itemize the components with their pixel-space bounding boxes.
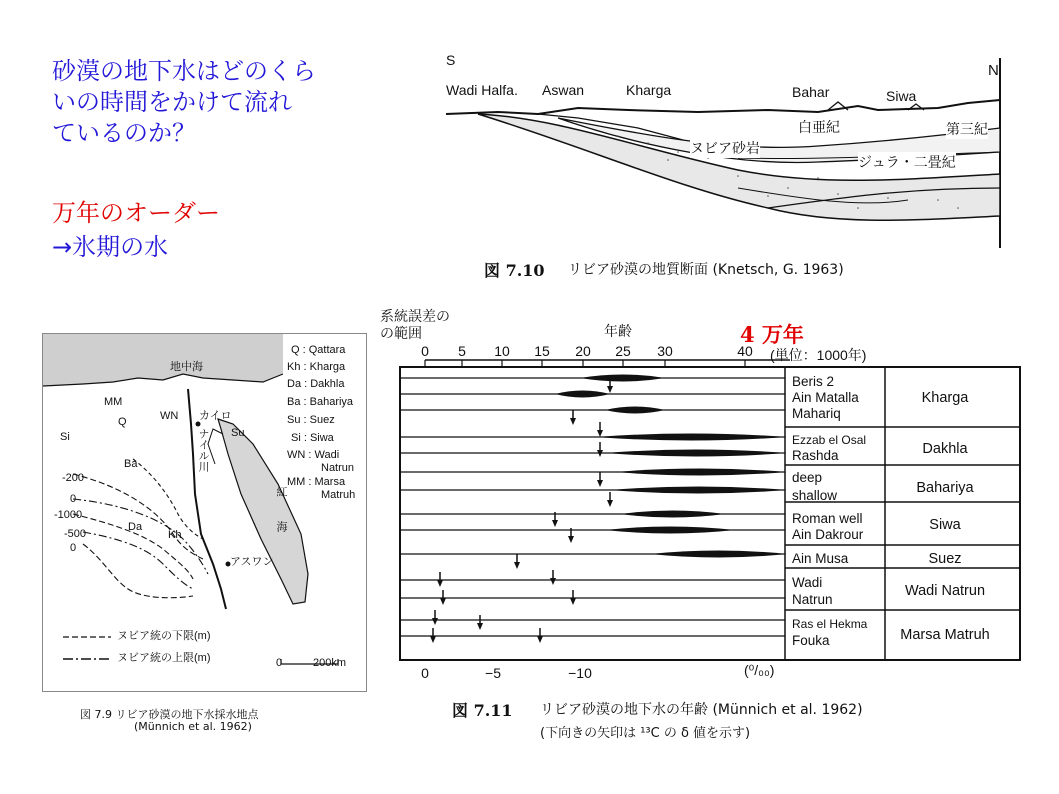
top-tick-label: 40 (737, 343, 753, 359)
delta-arrow-head (440, 598, 446, 605)
bottom-tick-label: −10 (568, 665, 592, 681)
site-ras-el-hekma: Ras el Hekma (792, 617, 868, 631)
map-key-mm-2: Matruh (321, 489, 356, 501)
layer-tertiary: 第三紀 (946, 121, 988, 137)
delta-arrow-head (537, 636, 543, 643)
map-label-cairo: カイロ (199, 410, 232, 422)
layer-nubian: ヌビア砂岩 (690, 140, 760, 156)
age-axis-title: 年齢 (604, 323, 632, 339)
question-line-2: いの時間をかけて流れ (52, 88, 292, 116)
site-mahariq: Mahariq (792, 406, 841, 421)
site-ain-matalla: Ain Matalla (792, 390, 859, 405)
age-highlight: 4 万年 (740, 322, 804, 347)
delta-arrow-head (514, 562, 520, 569)
site-fouka: Fouka (792, 633, 830, 648)
map-scale-km: 200km (313, 657, 347, 669)
group-wadi-natrun: Wadi Natrun (904, 583, 986, 599)
map-key-da: Da : Dakhla (287, 378, 345, 390)
site-beris: Beris 2 (792, 374, 835, 389)
age-range-mark (610, 487, 787, 494)
site-rashda: Rashda (792, 448, 839, 463)
answer-line-2: →氷期の水 (52, 233, 169, 261)
delta-arrow-head (597, 430, 603, 437)
delta-arrow-head (477, 623, 483, 630)
delta-arrow-head (550, 578, 556, 585)
delta-arrow-head (607, 386, 613, 393)
place-bahar: Bahar (792, 84, 830, 100)
delta-arrow-head (552, 520, 558, 527)
age-range-mark (595, 434, 787, 441)
layer-jurassic: ジュラ・二畳紀 (858, 154, 956, 170)
map-label-nile: ナイル川 (197, 428, 209, 472)
bottom-tick-label: 0 (421, 665, 429, 681)
error-range-label-1: 系統誤差の (380, 308, 450, 324)
map-contour-2: 0 (70, 493, 77, 505)
map-key-mm: MM : Marsa (287, 476, 346, 488)
error-range-label-2: の範囲 (380, 325, 422, 341)
age-range-mark (555, 391, 610, 398)
delta-arrow-head (437, 580, 443, 587)
delta-arrow-head (607, 500, 613, 507)
group-bahariya: Bahariya (916, 480, 974, 496)
age-range-mark (605, 527, 735, 534)
site-ezzab: Ezzab el Osal (792, 433, 867, 447)
map-caption-line-1: 図 7.9 リビア砂漠の地下水採水地点 (80, 708, 259, 721)
place-siwa: Siwa (886, 88, 917, 104)
map-label-aswan: アスワン (230, 556, 274, 568)
map-key-kh: Kh : Kharga (287, 361, 346, 373)
group-suez: Suez (928, 551, 962, 567)
map-contour-5: 0 (70, 542, 77, 554)
map-key-wn: WN : Wadi (287, 449, 340, 461)
place-wadi-halfa: Wadi Halfa. (446, 82, 518, 98)
map-label-kh: Kh (168, 529, 182, 541)
map-key-ba: Ba : Bahariya (287, 396, 354, 408)
delta-arrow-head (432, 618, 438, 625)
map-label-red-sea: 紅海 (275, 486, 287, 556)
top-tick-label: 20 (575, 343, 591, 359)
delta-arrow-head (430, 636, 436, 643)
cross-section-south: S (446, 52, 456, 68)
map-key-wn-2: Natrun (321, 462, 355, 474)
age-range-mark (605, 450, 787, 457)
map-sea-north: 地中海 (170, 361, 203, 373)
group-dakhla: Dakhla (922, 441, 968, 457)
top-tick-label: 5 (458, 343, 466, 359)
map-label-su: Su (231, 427, 245, 439)
age-caption-sub: (下向きの矢印は ¹³C の δ 値を示す) (540, 726, 751, 741)
map-contour-4: -500 (64, 528, 87, 540)
map-label-si: Si (60, 431, 70, 443)
map-legend-lower: ヌビア統の下限(m) (117, 630, 211, 642)
age-range-mark (650, 551, 787, 558)
top-tick-label: 25 (615, 343, 631, 359)
site-ain-musa: Ain Musa (792, 551, 849, 566)
site-wadi: Wadi (792, 575, 823, 590)
age-caption: リビア砂漠の地下水の年齢 (Münnich et al. 1962) (540, 702, 863, 718)
delta-arrow-head (570, 418, 576, 425)
site-ain-dakrour: Ain Dakrour (792, 527, 864, 542)
map-contour-3: -1000 (54, 509, 83, 521)
group-siwa: Siwa (929, 517, 961, 533)
question-line-3: ているのか？ (52, 119, 196, 147)
place-kharga: Kharga (626, 82, 672, 98)
age-range-mark (580, 375, 665, 382)
map-label-ba: Ba (124, 458, 138, 470)
age-range-mark (620, 511, 725, 518)
map-scale-zero: 0 (276, 657, 283, 669)
map-label-da: Da (128, 521, 143, 533)
age-range-mark (605, 407, 665, 414)
top-tick-label: 0 (421, 343, 429, 359)
cross-section-caption: リビア砂漠の地質断面 (Knetsch, G. 1963) (568, 262, 844, 278)
bottom-unit: (⁰/₀₀) (744, 662, 775, 678)
group-marsa-matruh: Marsa Matruh (900, 627, 990, 643)
bottom-tick-label: −5 (485, 665, 501, 681)
delta-arrow-head (597, 480, 603, 487)
site-roman-well: Roman well (792, 511, 863, 526)
group-kharga: Kharga (921, 390, 969, 406)
question-line-1: 砂漠の地下水はどのくら (52, 57, 316, 85)
answer-line-1: 万年のオーダー (52, 199, 220, 227)
map-key-su: Su : Suez (287, 414, 335, 426)
map-legend-upper: ヌビア統の上限(m) (117, 652, 211, 664)
age-unit: (単位：1000年) (770, 347, 867, 363)
age-range-mark (615, 469, 787, 476)
map-label-q: Q (118, 416, 127, 428)
age-caption-number: 図 7.11 (452, 701, 513, 720)
site-deep: deep (792, 470, 823, 485)
top-tick-label: 10 (494, 343, 510, 359)
map-label-wn: WN (160, 410, 179, 422)
cross-section-caption-number: 図 7.10 (484, 261, 545, 280)
map-label-mm: MM (104, 396, 123, 408)
top-tick-label: 30 (657, 343, 673, 359)
delta-arrow-head (568, 536, 574, 543)
map-key-q: Q : Qattara (291, 344, 346, 356)
map-key-si: Si : Siwa (291, 432, 334, 444)
cross-section-north: N (988, 62, 999, 79)
map-caption-line-2: (Münnich et al. 1962) (134, 720, 252, 733)
map-contour-1: -200 (62, 472, 85, 484)
delta-arrow-head (570, 598, 576, 605)
layer-cretaceous: 白亜紀 (798, 119, 840, 135)
site-natrun: Natrun (792, 592, 833, 607)
site-shallow: shallow (792, 488, 838, 503)
place-aswan: Aswan (542, 82, 585, 98)
top-tick-label: 15 (534, 343, 550, 359)
